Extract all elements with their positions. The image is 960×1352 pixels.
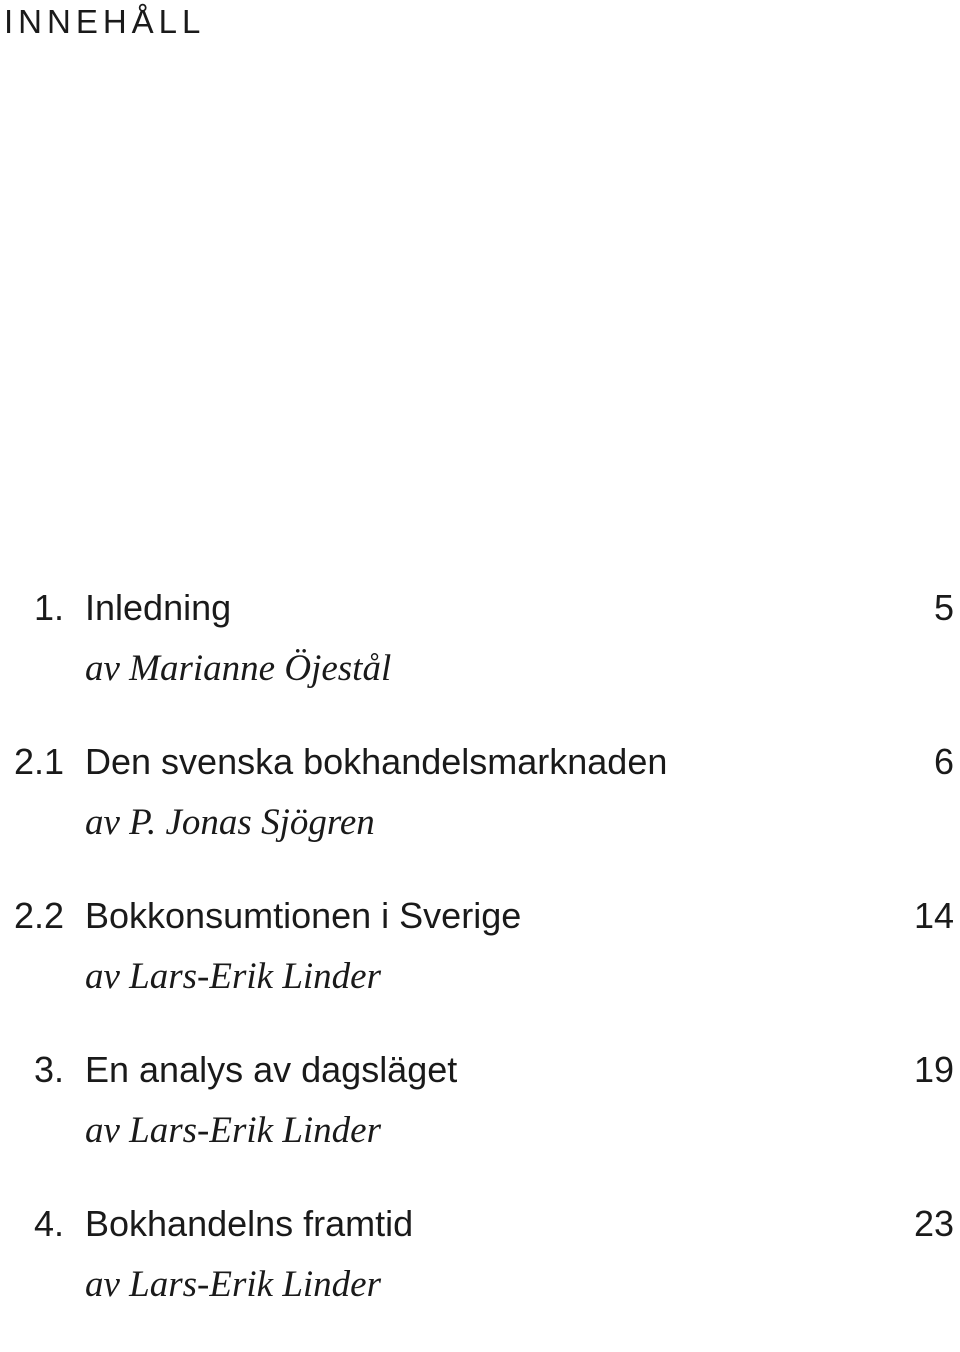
chapter-title: Den svenska bokhandelsmarknaden [85,741,668,782]
toc-entry-line [0,582,960,634]
chapter-author: av Lars-Erik Linder [85,956,381,997]
chapter-title: Inledning [85,587,232,628]
chapter-author: av Lars-Erik Linder [85,1264,381,1305]
page-number: 6 [933,741,954,782]
chapter-author: av Lars-Erik Linder [85,1110,381,1151]
chapter-number: 2.1 [13,741,64,782]
toc-entry-line [0,1044,960,1096]
toc-entry-line [0,890,960,942]
chapter-title: En analys av dagsläget [85,1049,458,1090]
chapter-author: av P. Jonas Sjögren [85,802,375,843]
chapter-number: 2.2 [13,895,64,936]
toc-entry-2-1 [0,736,960,890]
chapter-number: 1. [33,587,64,628]
toc-entry-line [0,1198,960,1250]
chapter-title: Bokkonsumtionen i Sverige [85,895,522,936]
chapter-number: 3. [33,1049,64,1090]
toc-entry-1 [0,582,960,736]
page-number: 5 [933,587,954,628]
page-number: 19 [913,1049,954,1090]
page-number: 14 [913,895,954,936]
toc-entry-3 [0,1044,960,1198]
chapter-author: av Marianne Öjestål [85,648,392,689]
toc-entry-line [0,736,960,788]
toc-entry-2-2 [0,890,960,1044]
chapter-title: Bokhandelns framtid [85,1203,414,1244]
chapter-number: 4. [33,1203,64,1244]
toc-entry-4 [0,1198,960,1352]
page-number: 23 [913,1203,954,1244]
page-title: INNEHÅLL [4,3,206,40]
table-of-contents [0,582,960,1352]
